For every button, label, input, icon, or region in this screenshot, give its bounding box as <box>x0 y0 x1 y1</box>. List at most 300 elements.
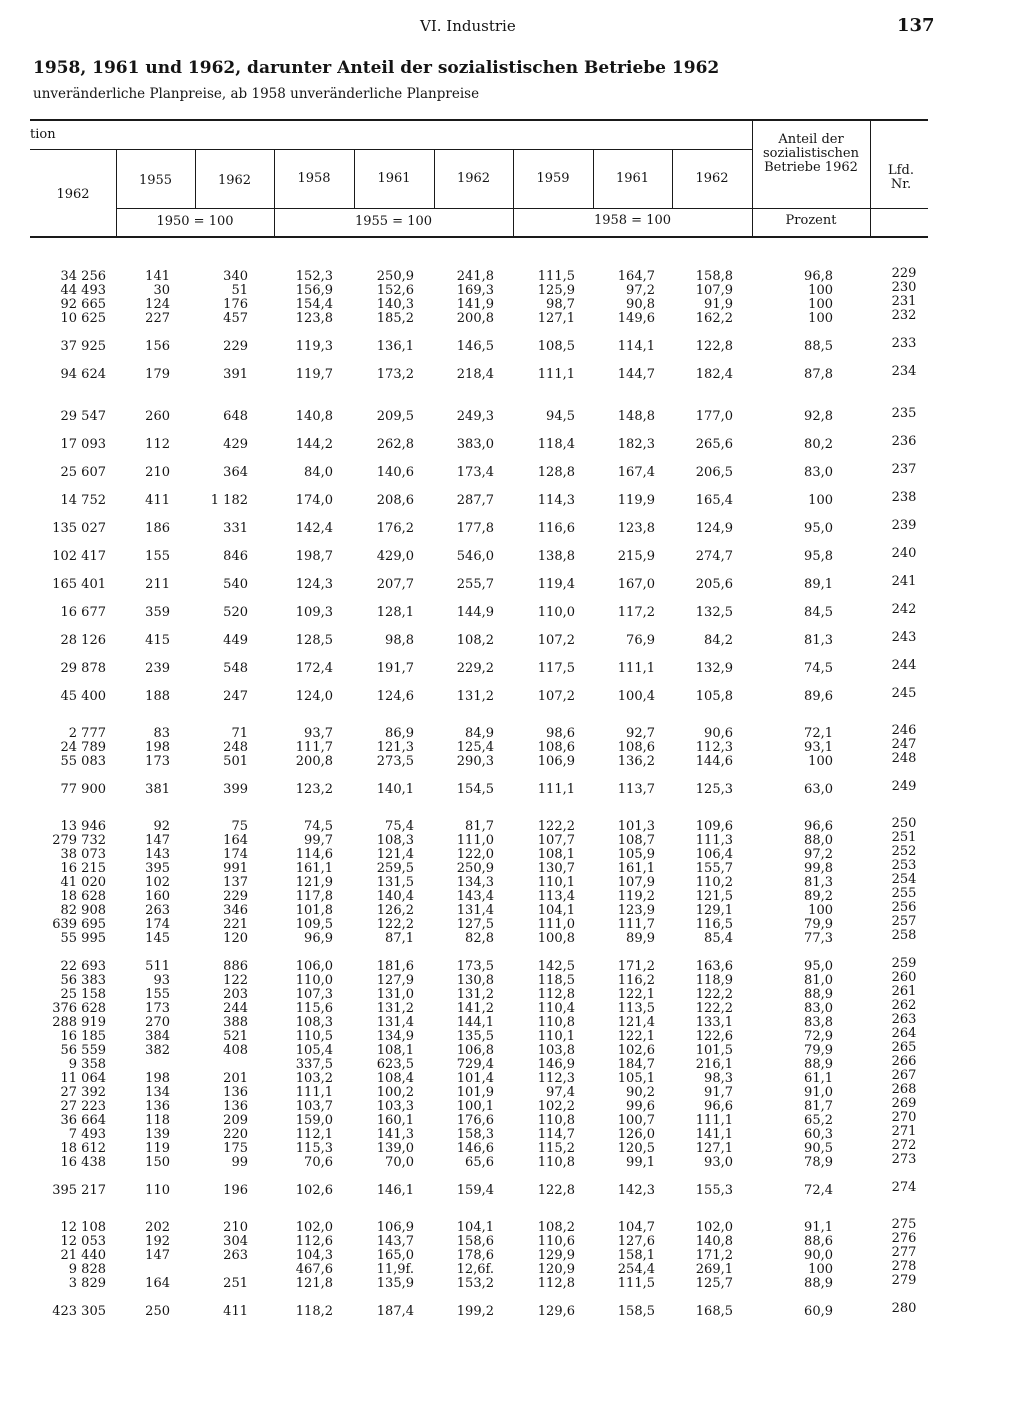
cell-1961-idx1955: 131,4 <box>376 1015 414 1030</box>
cell-1962-idx1958: 84,2 <box>704 633 733 648</box>
cell-1959: 108,2 <box>537 1220 575 1235</box>
cell-1959: 106,9 <box>537 754 575 769</box>
cell-anteil: 100 <box>808 493 833 508</box>
cell-production: 279 732 <box>52 833 106 848</box>
cell-1962-idx1950: 263 <box>223 1248 248 1263</box>
cell-1961-idx1958: 111,1 <box>617 661 655 676</box>
cell-1961-idx1958: 161,1 <box>617 861 655 876</box>
cell-1955: 211 <box>145 577 170 592</box>
cell-production: 27 223 <box>60 1099 106 1114</box>
cell-anteil: 95,0 <box>804 959 833 974</box>
cell-1955: 173 <box>145 1001 170 1016</box>
cell-1961-idx1955: 108,3 <box>376 833 414 848</box>
cell-1959: 108,5 <box>537 339 575 354</box>
cell-1962-idx1955: 141,9 <box>456 297 494 312</box>
cell-1962-idx1955: 81,7 <box>465 819 494 834</box>
cell-1962-idx1950: 521 <box>223 1029 248 1044</box>
cell-lfd-nr: 269 <box>891 1096 917 1111</box>
cell-1962-idx1955: 218,4 <box>456 367 494 382</box>
cell-1962-idx1955: 101,9 <box>456 1085 494 1100</box>
cell-1955: 263 <box>145 903 170 918</box>
cell-production: 102 417 <box>52 549 106 564</box>
cell-1955: 124 <box>145 297 170 312</box>
cell-1962-idx1958: 90,6 <box>704 726 733 741</box>
cell-1962-idx1958: 158,8 <box>695 269 733 284</box>
cell-1962-idx1955: 154,5 <box>456 782 494 797</box>
cell-1961-idx1955: 208,6 <box>376 493 414 508</box>
cell-1962-idx1955: 177,8 <box>456 521 494 536</box>
cell-production: 55 995 <box>60 931 106 946</box>
cell-1955: 156 <box>145 339 170 354</box>
cell-1961-idx1955: 135,9 <box>376 1276 414 1291</box>
cell-1961-idx1955: 108,4 <box>376 1071 414 1086</box>
cell-1962-idx1958: 98,3 <box>704 1071 733 1086</box>
cell-1961-idx1958: 122,1 <box>617 1029 655 1044</box>
cell-1962-idx1950: 221 <box>223 917 248 932</box>
cell-1962-idx1955: 127,5 <box>456 917 494 932</box>
cell-1962-idx1958: 107,9 <box>695 283 733 298</box>
cell-production: 22 693 <box>60 959 106 974</box>
cell-1955: 119 <box>145 1141 170 1156</box>
cell-lfd-nr: 264 <box>891 1026 917 1041</box>
cell-anteil: 83,0 <box>804 465 833 480</box>
cell-1961-idx1958: 104,7 <box>617 1220 655 1235</box>
cell-1961-idx1955: 140,4 <box>376 889 414 904</box>
cell-1962-idx1958: 125,7 <box>695 1276 733 1291</box>
cell-1962-idx1958: 121,5 <box>695 889 733 904</box>
cell-1959: 112,8 <box>537 987 575 1002</box>
cell-1958: 101,8 <box>295 903 333 918</box>
cell-1962-idx1958: 168,5 <box>695 1304 733 1319</box>
cell-1959: 130,7 <box>537 861 575 876</box>
cell-1962-idx1950: 137 <box>223 875 248 890</box>
cell-1955: 150 <box>145 1155 170 1170</box>
cell-1962-idx1955: 131,4 <box>456 903 494 918</box>
cell-1962-idx1950: 886 <box>223 959 248 974</box>
cell-1959: 108,1 <box>537 847 575 862</box>
cell-1962-idx1958: 122,8 <box>695 339 733 354</box>
cell-production: 18 628 <box>60 889 106 904</box>
cell-1962-idx1950: 201 <box>223 1071 248 1086</box>
cell-production: 165 401 <box>52 577 106 592</box>
cell-1958: 115,3 <box>295 1141 333 1156</box>
cell-1955: 415 <box>145 633 170 648</box>
cell-1958: 198,7 <box>295 549 333 564</box>
cell-lfd-nr: 240 <box>891 546 917 561</box>
cell-anteil: 88,9 <box>804 1057 833 1072</box>
cell-1961-idx1955: 100,2 <box>376 1085 414 1100</box>
cell-1955: 147 <box>145 1248 170 1263</box>
cell-lfd-nr: 259 <box>891 956 917 971</box>
cell-1955: 155 <box>145 987 170 1002</box>
cell-1959: 115,2 <box>537 1141 575 1156</box>
cell-1958: 114,6 <box>295 847 333 862</box>
cell-1961-idx1955: 165,0 <box>376 1248 414 1263</box>
cell-1961-idx1958: 90,2 <box>626 1085 655 1100</box>
cell-anteil: 100 <box>808 903 833 918</box>
cell-1955: 174 <box>145 917 170 932</box>
cell-anteil: 90,5 <box>804 1141 833 1156</box>
cell-anteil: 65,2 <box>804 1113 833 1128</box>
cell-production: 28 126 <box>60 633 106 648</box>
cell-1962-idx1955: 287,7 <box>456 493 494 508</box>
cell-1962-idx1958: 116,5 <box>695 917 733 932</box>
cell-1959: 118,5 <box>537 973 575 988</box>
cell-1962-idx1958: 155,7 <box>695 861 733 876</box>
cell-1958: 161,1 <box>295 861 333 876</box>
cell-1955: 139 <box>145 1127 170 1142</box>
header-stub-rule <box>30 149 752 150</box>
cell-1962-idx1950: 991 <box>223 861 248 876</box>
cell-1958: 112,1 <box>295 1127 333 1142</box>
cell-1961-idx1958: 126,0 <box>617 1127 655 1142</box>
cell-lfd-nr: 230 <box>891 280 917 295</box>
cell-lfd-nr: 272 <box>891 1138 917 1153</box>
table-title: 1958, 1961 und 1962, darunter Anteil der sozialistischen Betriebe 1962 <box>33 58 720 78</box>
cell-lfd-nr: 260 <box>891 970 917 985</box>
cell-1958: 103,7 <box>295 1099 333 1114</box>
unit-percent: Prozent <box>785 213 837 228</box>
cell-1959: 125,9 <box>537 283 575 298</box>
cell-1961-idx1958: 89,9 <box>626 931 655 946</box>
cell-1955: 155 <box>145 549 170 564</box>
cell-1958: 110,5 <box>295 1029 333 1044</box>
cell-1961-idx1955: 259,5 <box>376 861 414 876</box>
cell-1955: 118 <box>145 1113 170 1128</box>
cell-1962-idx1958: 132,9 <box>695 661 733 676</box>
cell-1959: 100,8 <box>537 931 575 946</box>
cell-1961-idx1958: 107,9 <box>617 875 655 890</box>
cell-1962-idx1955: 729,4 <box>456 1057 494 1072</box>
cell-production: 135 027 <box>52 521 106 536</box>
cell-1959: 107,7 <box>537 833 575 848</box>
cell-1961-idx1958: 100,7 <box>617 1113 655 1128</box>
cell-anteil: 63,0 <box>804 782 833 797</box>
cell-1958: 111,7 <box>295 740 333 755</box>
cell-1962-idx1950: 346 <box>223 903 248 918</box>
cell-1962-idx1955: 200,8 <box>456 311 494 326</box>
cell-1958: 467,6 <box>295 1262 333 1277</box>
cell-1961-idx1958: 105,1 <box>617 1071 655 1086</box>
cell-lfd-nr: 246 <box>891 723 917 738</box>
cell-1962-idx1958: 144,6 <box>695 754 733 769</box>
cell-1955: 110 <box>145 1183 170 1198</box>
cell-lfd-nr: 233 <box>891 336 917 351</box>
cell-1961-idx1958: 113,5 <box>617 1001 655 1016</box>
col-header-anteil: Anteil der sozialistischen Betriebe 1962 <box>762 132 859 175</box>
cell-1955: 210 <box>145 465 170 480</box>
cell-1961-idx1955: 86,9 <box>385 726 414 741</box>
cell-1961-idx1955: 87,1 <box>385 931 414 946</box>
cell-1962-idx1955: 82,8 <box>465 931 494 946</box>
cell-1955: 136 <box>145 1099 170 1114</box>
cell-production: 41 020 <box>60 875 106 890</box>
cell-anteil: 77,3 <box>804 931 833 946</box>
cell-1958: 200,8 <box>295 754 333 769</box>
cell-lfd-nr: 239 <box>891 518 917 533</box>
cell-production: 9 358 <box>68 1057 106 1072</box>
cell-anteil: 91,1 <box>804 1220 833 1235</box>
cell-production: 376 628 <box>52 1001 106 1016</box>
cell-1958: 111,1 <box>295 1085 333 1100</box>
cell-1962-idx1955: 255,7 <box>456 577 494 592</box>
cell-anteil: 97,2 <box>804 847 833 862</box>
cell-anteil: 61,1 <box>804 1071 833 1086</box>
cell-1955: 160 <box>145 889 170 904</box>
cell-1961-idx1955: 131,0 <box>376 987 414 1002</box>
cell-1962-idx1950: 174 <box>223 847 248 862</box>
cell-production: 24 789 <box>60 740 106 755</box>
cell-production: 27 392 <box>60 1085 106 1100</box>
cell-1962-idx1955: 153,2 <box>456 1276 494 1291</box>
cell-1962-idx1955: 111,0 <box>456 833 494 848</box>
cell-1959: 110,0 <box>537 605 575 620</box>
cell-anteil: 88,5 <box>804 339 833 354</box>
cell-1955: 198 <box>145 740 170 755</box>
cell-1961-idx1955: 141,3 <box>376 1127 414 1142</box>
cell-1962-idx1950: 449 <box>223 633 248 648</box>
cell-1961-idx1955: 140,1 <box>376 782 414 797</box>
cell-1962-idx1950: 364 <box>223 465 248 480</box>
cell-1961-idx1955: 126,2 <box>376 903 414 918</box>
cell-1959: 111,5 <box>537 269 575 284</box>
cell-lfd-nr: 229 <box>891 266 917 281</box>
cell-1955: 250 <box>145 1304 170 1319</box>
cell-1962-idx1958: 155,3 <box>695 1183 733 1198</box>
cell-1962-idx1958: 111,3 <box>695 833 733 848</box>
cell-1962-idx1950: 540 <box>223 577 248 592</box>
cell-lfd-nr: 244 <box>891 658 917 673</box>
cell-1962-idx1950: 176 <box>223 297 248 312</box>
cell-1959: 103,8 <box>537 1043 575 1058</box>
cell-1958: 337,5 <box>295 1057 333 1072</box>
cell-1961-idx1958: 119,2 <box>617 889 655 904</box>
cell-1962-idx1950: 391 <box>223 367 248 382</box>
col-header-prod-1962: 1962 <box>56 187 90 202</box>
cell-anteil: 96,6 <box>804 819 833 834</box>
cell-1958: 107,3 <box>295 987 333 1002</box>
cell-1961-idx1958: 184,7 <box>617 1057 655 1072</box>
cell-1962-idx1958: 112,3 <box>695 740 733 755</box>
cell-lfd-nr: 232 <box>891 308 917 323</box>
cell-1959: 102,2 <box>537 1099 575 1114</box>
cell-1959: 127,1 <box>537 311 575 326</box>
cell-1962-idx1955: 131,2 <box>456 987 494 1002</box>
cell-1962-idx1950: 210 <box>223 1220 248 1235</box>
cell-1961-idx1958: 182,3 <box>617 437 655 452</box>
cell-1958: 104,3 <box>295 1248 333 1263</box>
cell-lfd-nr: 250 <box>891 816 917 831</box>
cell-lfd-nr: 279 <box>891 1273 917 1288</box>
cell-1962-idx1958: 171,2 <box>695 1248 733 1263</box>
cell-1962-idx1958: 274,7 <box>695 549 733 564</box>
cell-1961-idx1958: 142,3 <box>617 1183 655 1198</box>
cell-1959: 111,1 <box>537 367 575 382</box>
cell-anteil: 88,0 <box>804 833 833 848</box>
cell-1961-idx1958: 101,3 <box>617 819 655 834</box>
cell-1962-idx1955: 546,0 <box>456 549 494 564</box>
cell-1959: 98,7 <box>546 297 575 312</box>
cell-1962-idx1950: 51 <box>231 283 248 298</box>
cell-production: 94 624 <box>60 367 106 382</box>
cell-1955: 112 <box>145 437 170 452</box>
cell-lfd-nr: 267 <box>891 1068 917 1083</box>
cell-1962-idx1958: 93,0 <box>704 1155 733 1170</box>
cell-1962-idx1958: 177,0 <box>695 409 733 424</box>
cell-1962-idx1955: 173,4 <box>456 465 494 480</box>
cell-lfd-nr: 277 <box>891 1245 917 1260</box>
cell-1958: 172,4 <box>295 661 333 676</box>
cell-production: 288 919 <box>52 1015 106 1030</box>
cell-1962-idx1958: 163,6 <box>695 959 733 974</box>
cell-1961-idx1955: 209,5 <box>376 409 414 424</box>
cell-1961-idx1958: 102,6 <box>617 1043 655 1058</box>
cell-1955: 359 <box>145 605 170 620</box>
cell-1962-idx1958: 162,2 <box>695 311 733 326</box>
cell-1961-idx1958: 158,5 <box>617 1304 655 1319</box>
cell-anteil: 79,9 <box>804 917 833 932</box>
cell-1962-idx1955: 241,8 <box>456 269 494 284</box>
cell-anteil: 96,8 <box>804 269 833 284</box>
cell-1959: 98,6 <box>546 726 575 741</box>
cell-1962-idx1958: 133,1 <box>695 1015 733 1030</box>
cell-1961-idx1955: 623,5 <box>376 1057 414 1072</box>
cell-lfd-nr: 257 <box>891 914 917 929</box>
cell-1962-idx1950: 75 <box>231 819 248 834</box>
cell-1962-idx1955: 250,9 <box>456 861 494 876</box>
cell-production: 12 108 <box>60 1220 106 1235</box>
cell-anteil: 99,8 <box>804 861 833 876</box>
cell-1961-idx1955: 152,6 <box>376 283 414 298</box>
cell-1955: 511 <box>145 959 170 974</box>
cell-1961-idx1958: 164,7 <box>617 269 655 284</box>
cell-1961-idx1955: 121,4 <box>376 847 414 862</box>
cell-1962-idx1958: 105,8 <box>695 689 733 704</box>
col-header-1961-a: 1961 <box>377 171 411 186</box>
cell-1962-idx1950: 164 <box>223 833 248 848</box>
cell-production: 56 559 <box>60 1043 106 1058</box>
cell-1959: 112,8 <box>537 1276 575 1291</box>
cell-1961-idx1958: 100,4 <box>617 689 655 704</box>
cell-1962-idx1955: 108,2 <box>456 633 494 648</box>
cell-1958: 112,6 <box>295 1234 333 1249</box>
cell-1962-idx1955: 130,8 <box>456 973 494 988</box>
cell-1958: 123,8 <box>295 311 333 326</box>
base-year-rule <box>116 208 928 209</box>
cell-production: 25 158 <box>60 987 106 1002</box>
cell-1961-idx1958: 108,7 <box>617 833 655 848</box>
cell-anteil: 90,0 <box>804 1248 833 1263</box>
cell-lfd-nr: 266 <box>891 1054 917 1069</box>
cell-1962-idx1958: 125,3 <box>695 782 733 797</box>
base-1958: 1958 = 100 <box>593 213 672 228</box>
cell-production: 423 305 <box>52 1304 106 1319</box>
cell-anteil: 81,3 <box>804 633 833 648</box>
cell-lfd-nr: 280 <box>891 1301 917 1316</box>
cell-1961-idx1958: 158,1 <box>617 1248 655 1263</box>
cell-1961-idx1958: 127,6 <box>617 1234 655 1249</box>
cell-1962-idx1958: 205,6 <box>695 577 733 592</box>
cell-1962-idx1950: 846 <box>223 549 248 564</box>
base-1950: 1950 = 100 <box>156 214 234 229</box>
cell-1961-idx1958: 121,4 <box>617 1015 655 1030</box>
cell-1958: 93,7 <box>304 726 333 741</box>
cell-1958: 108,3 <box>295 1015 333 1030</box>
cell-1962-idx1958: 122,2 <box>695 987 733 1002</box>
cell-production: 25 607 <box>60 465 106 480</box>
cell-1955: 384 <box>145 1029 170 1044</box>
cell-1961-idx1958: 116,2 <box>617 973 655 988</box>
cell-1962-idx1950: 399 <box>223 782 248 797</box>
cell-1955: 92 <box>153 819 170 834</box>
cell-1959: 117,5 <box>537 661 575 676</box>
cell-production: 92 665 <box>60 297 106 312</box>
cell-1961-idx1955: 140,6 <box>376 465 414 480</box>
cell-1961-idx1955: 262,8 <box>376 437 414 452</box>
cell-1955: 141 <box>145 269 170 284</box>
cell-1959: 110,1 <box>537 875 575 890</box>
cell-anteil: 88,9 <box>804 1276 833 1291</box>
cell-1962-idx1955: 249,3 <box>456 409 494 424</box>
cell-production: 13 946 <box>60 819 106 834</box>
cell-1961-idx1955: 207,7 <box>376 577 414 592</box>
col-divider <box>870 121 871 237</box>
cell-1961-idx1955: 136,1 <box>376 339 414 354</box>
cell-production: 45 400 <box>60 689 106 704</box>
cell-1961-idx1958: 119,9 <box>617 493 655 508</box>
cell-anteil: 72,4 <box>804 1183 833 1198</box>
cell-lfd-nr: 231 <box>891 294 917 309</box>
cell-1958: 121,8 <box>295 1276 333 1291</box>
cell-1962-idx1955: 122,0 <box>456 847 494 862</box>
cell-1959: 122,2 <box>537 819 575 834</box>
cell-lfd-nr: 274 <box>891 1180 917 1195</box>
cell-1962-idx1955: 146,6 <box>456 1141 494 1156</box>
cell-anteil: 100 <box>808 283 833 298</box>
cell-1958: 142,4 <box>295 521 333 536</box>
cell-anteil: 83,0 <box>804 1001 833 1016</box>
cell-lfd-nr: 242 <box>891 602 917 617</box>
cell-lfd-nr: 261 <box>891 984 917 999</box>
cell-lfd-nr: 258 <box>891 928 917 943</box>
cell-1959: 111,1 <box>537 782 575 797</box>
running-head: VI. Industrie <box>420 17 516 35</box>
cell-1961-idx1955: 106,9 <box>376 1220 414 1235</box>
cell-1959: 110,1 <box>537 1029 575 1044</box>
cell-1962-idx1950: 136 <box>223 1085 248 1100</box>
cell-production: 17 093 <box>60 437 106 452</box>
cell-1961-idx1958: 76,9 <box>626 633 655 648</box>
cell-1958: 102,0 <box>295 1220 333 1235</box>
cell-1959: 142,5 <box>537 959 575 974</box>
cell-1962-idx1958: 132,5 <box>695 605 733 620</box>
cell-1962-idx1958: 111,1 <box>695 1113 733 1128</box>
cell-1961-idx1958: 111,7 <box>617 917 655 932</box>
cell-1962-idx1958: 122,6 <box>695 1029 733 1044</box>
cell-1961-idx1958: 254,4 <box>617 1262 655 1277</box>
cell-1962-idx1955: 229,2 <box>456 661 494 676</box>
cell-lfd-nr: 268 <box>891 1082 917 1097</box>
cell-1958: 96,9 <box>304 931 333 946</box>
cell-1955: 179 <box>145 367 170 382</box>
cell-lfd-nr: 234 <box>891 364 917 379</box>
cell-1961-idx1955: 70,0 <box>385 1155 414 1170</box>
cell-1958: 106,0 <box>295 959 333 974</box>
cell-1962-idx1955: 104,1 <box>456 1220 494 1235</box>
cell-1962-idx1955: 106,8 <box>456 1043 494 1058</box>
cell-1962-idx1958: 165,4 <box>695 493 733 508</box>
cell-1962-idx1955: 158,3 <box>456 1127 494 1142</box>
